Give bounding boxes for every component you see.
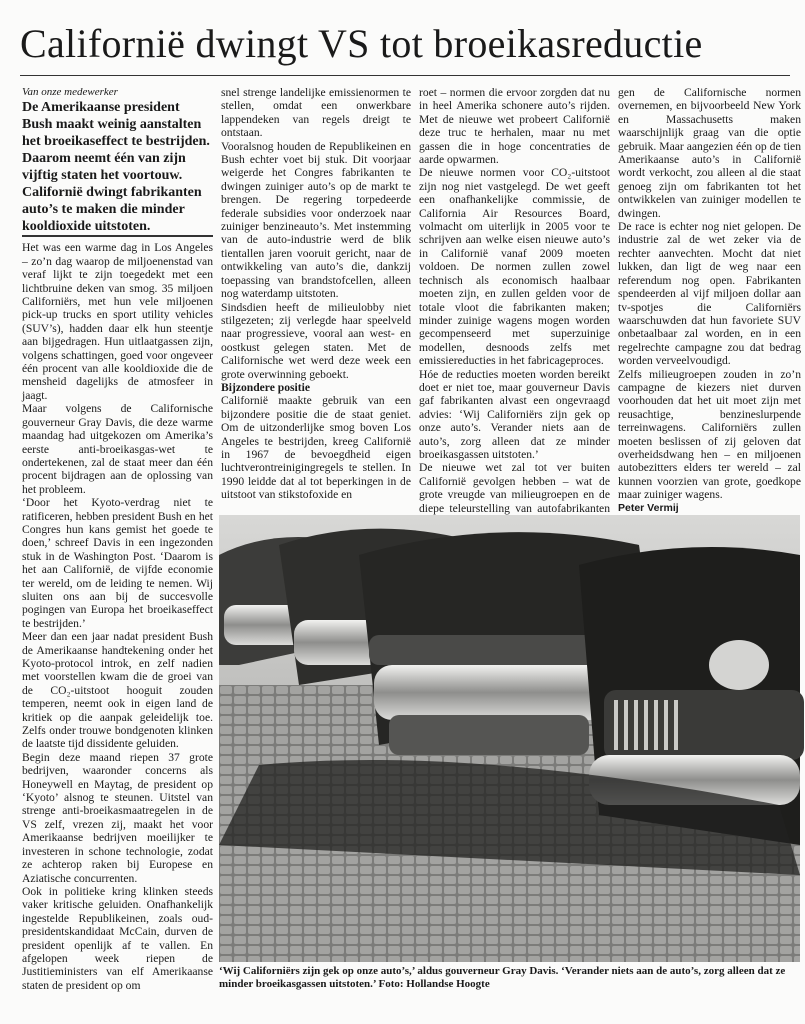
paragraph: gen de Californische normen overnemen, en bijvoorbeeld New York en Massachusetts maken waarschijnlijk graag van die optie gebruik. Maar aangezien één op de tien Amerikaanse auto’s in Californië wordt verkocht, zou alleen al die staat genoeg zijn om fabrikanten tot het ontwikkelen van zuiniger modellen te dwingen.: [618, 86, 801, 220]
column-4: [618, 86, 801, 514]
column-1: [22, 86, 213, 996]
paragraph: snel strenge landelijke emissienormen te stellen, omdat een onwerkbare lappendeken van regels dreigt te ontstaan.: [221, 86, 411, 140]
paragraph: Vooralsnog houden de Republikeinen en Bush echter voet bij stuk. Dit voorjaar weigerde het Congres fabrikanten te dwingen zuiniger auto’s op de markt te brengen. De regering torpedeerde federale subsidies voor onderzoek naar zuiniger benzineauto’s. Met instemming van de auto-industrie werd de blik tientallen jaren vooruit gericht, naar de ontwikkeling van auto’s die, dankzij toepassing van brandstofcellen, alleen nog waterdamp uitstoten.: [221, 139, 411, 301]
lead-paragraph: De Amerikaanse president Bush maakt weinig aanstalten het broeikaseffect te bestrijden. Daarom neemt één van zijn vijftig staten het voortouw. Californië dwingt fabrikanten auto’s te maken die minder kooldioxide uitstoten.: [22, 100, 210, 235]
photo-caption: ‘Wij Californiërs zijn gek op onze auto’s,’ aldus gouverneur Gray Davis. ‘Verander niets aan de auto’s, zorg alleen dat ze minder broeikasgassen uitstoten.’ Foto: Hollandse Hoogte: [219, 965, 786, 990]
lead-rule: [22, 235, 213, 237]
paragraph: Sindsdien heeft de milieulobby niet stilgezeten; zij verlegde haar speelveld naar progressieve, vooral aan west- en oostkust gelegen staten. Met de Californische wet werd deze week een grote overwinning geboekt.: [221, 300, 411, 381]
subheading: Bijzondere positie: [221, 380, 310, 394]
paragraph: De nieuwe normen voor CO₂-uitstoot zijn nog niet vastgelegd. De wet geeft een onafhankelijke commissie, de California Air Resources Board, volmacht om uiterlijk in 2005 voor te schrijven aan welke eisen nieuwe auto’s in Californië vanaf 2009 moeten voldoen. De normen zullen zowel technisch als economisch haalbaar moeten zijn, en zullen gelden voor de totale vloot die fabrikanten maken; minder zuinige wagens mogen worden gecompenseerd met superzuinige modellen, desnoods zelfs met emissiereducties in het fabricageproces.: [419, 166, 610, 368]
paragraph: Hóe de reducties moeten worden bereikt doet er niet toe, maar gouverneur Davis gaf fabrikanten alvast een ongevraagd advies: ‘Wij Californiërs zijn gek op onze auto’s. Verander niets aan de auto’s, zorg alleen dat ze minder broeikasgassen uitstoten.’: [419, 367, 610, 461]
paragraph: Begin deze maand riepen 37 grote bedrijven, waaronder concerns als Honeywell en Maytag, de president op ‘Kyoto’ alsnog te steunen. Uitstel van strenge anti-broeikasmaatregelen in de VS zelf, vrezen zij, maakt het voor Amerikaanse bedrijven moeilijker te investeren in schone technologie, zodat ze achterop raken bij Europese en Aziatische concurrenten.: [22, 750, 213, 885]
paragraph: Het was een warme dag in Los Angeles – zo’n dag waarop de miljoenenstad van veraf lijkt te zijn toegedekt met een lichtbruine deken van smog. 35 miljoen Californiërs, met hun vele miljoenen pick-up trucks en sport utility vehicles (SUV’s), hadden daar elk hun steentje aan bijgedragen. Hun uitlaatgassen zijn, volgens schattingen, goed voor ongeveer één procent van alle kooldioxide die de mensheid dagelijks de atmosfeer in jaagt.: [22, 241, 213, 402]
author-credit: Peter Vermij: [618, 501, 679, 514]
byline: Van onze medewerker: [22, 86, 118, 98]
paragraph: Californië maakte gebruik van een bijzondere positie die de staat geniet. Om de uitzonderlijke smog boven Los Angeles te bestrijden, kreeg Californië in 1967 de bevoegdheid eigen luchtverontreinigingregels te stellen. In 1990 leidde dat al tot beperkingen in de uitstoot van stikstofoxide en: [221, 394, 411, 502]
paragraph: Zelfs milieugroepen zouden in zo’n campagne de kiezers niet durven voorhouden dat het uit moet zijn met reusachtige, benzineslurpende terreinwagens. Californiërs zullen moeten beslissen of zij geloven dat overheidsdwang hen – en miljoenen autobezitters elders ter wereld – zal kunnen voorzien van grote, goedkope maar zuiniger wagens.: [618, 367, 801, 502]
column-2: [221, 86, 411, 501]
car-grilles-photo: [219, 515, 800, 962]
paragraph: roet – normen die ervoor zorgden dat nu in heel Amerika schonere auto’s rijden. Met de nieuwe wet probeert Californië deze truc te herhalen, maar nu met gassen die in hoge concentraties de aarde opwarmen.: [419, 86, 610, 167]
paragraph: Ook in politieke kring klinken steeds vaker kritische geluiden. Onafhankelijk ingestelde Republikeinen, zoals oud-presidentskandidaat McCain, durven de president openlijk af te vallen. En afgelopen week riepen de Justitieministers van elf Amerikaanse staten de president op om: [22, 884, 213, 992]
column-3: [419, 86, 610, 515]
photo-illustration: [219, 515, 800, 962]
paragraph: De race is echter nog niet gelopen. De industrie zal de wet zeker via de rechter aanvechten. Mocht dat niet lukken, dan ligt de weg naar een referendum nog open. Fabrikanten spendeerden al vijf miljoen dollar aan tv-spotjes die Californiërs waarschuwden dat hun favoriete SUV onbetaalbaar zal worden, en in een regelrechte campagne zou dat bedrag worden verveelvoudigd.: [618, 220, 801, 368]
headline: Californië dwingt VS tot broeikasreductie: [20, 21, 703, 66]
paragraph: Meer dan een jaar nadat president Bush de Amerikaanse handtekening onder het Kyoto-protocol introk, en zelf nadien met voorstellen kwam die de groei van de CO₂-uitstoot hooguit zouden temperen, neemt ook in eigen land de kritiek op die aanpak geleidelijk toe. Zelfs onder trouwe bondgenoten klinken de laatste tijd dissidente geluiden.: [22, 630, 213, 751]
paragraph: ‘Door het Kyoto-verdrag niet te ratificeren, hebben president Bush en het Congres hun kans gemist het goede te doen,’ schreef Davis in een ingezonden stuk in de Washington Post. ‘Daarom is het aan Californië, de vijfde economie ter wereld, om de leiding te nemen. Wij sluiten ons aan bij de succesvolle pogingen van Europa het broeikaseffect te bestrijden.’: [22, 496, 213, 630]
headline-rule: [20, 75, 790, 76]
paragraph: Maar volgens de Californische gouverneur Gray Davis, die deze warme maandag had uitgekozen om Amerika’s eerste anti-broeikasgas-wet te ondertekenen, zal de staat meer dan één procent bijdragen aan de oplossing van het probleem.: [22, 402, 213, 496]
paragraph: De nieuwe wet zal tot ver buiten Californië gevolgen hebben – wat de grote vreugde van milieugroepen en de diepe teleurstelling van autofabrikanten: [419, 461, 610, 515]
